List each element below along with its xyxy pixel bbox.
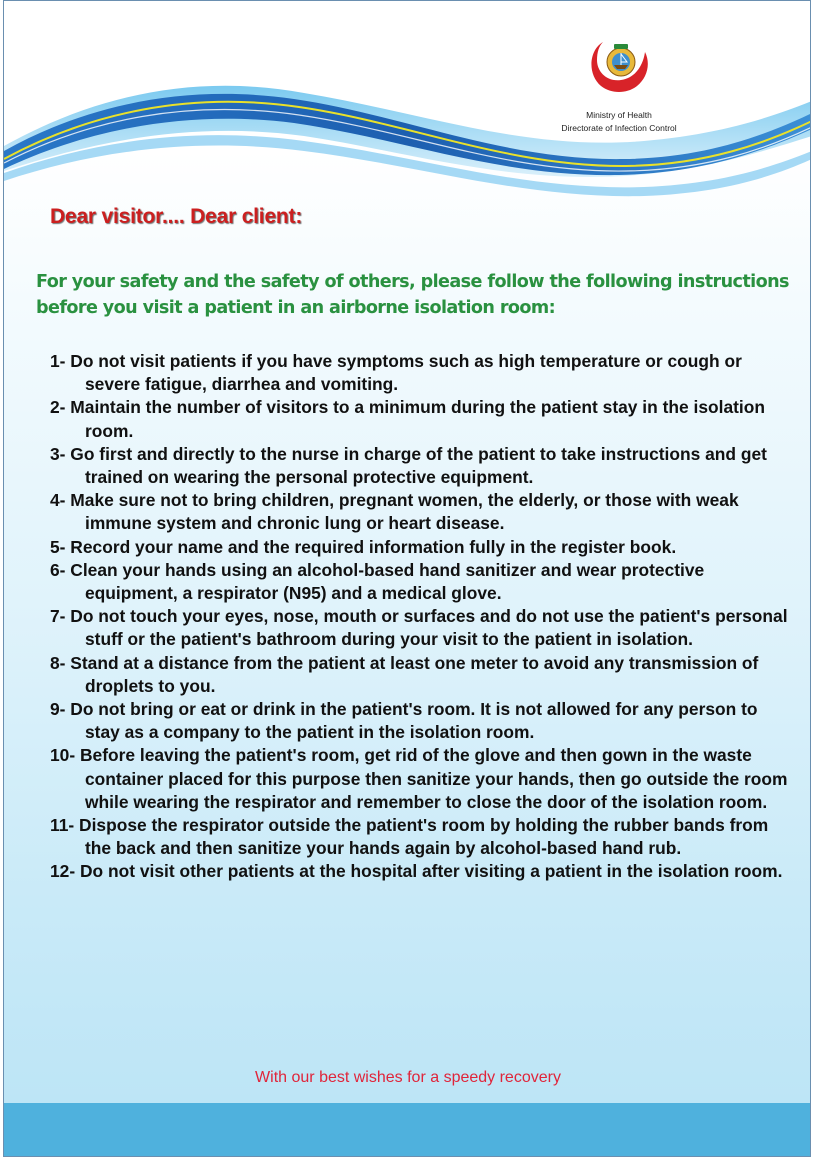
emblem-icon bbox=[581, 36, 657, 96]
organization-name: Ministry of Health bbox=[586, 110, 652, 120]
instruction-item: 5- Record your name and the required information fully in the register book. bbox=[50, 536, 677, 557]
instruction-item: 2- Maintain the number of visitors to a minimum during the patient stay in the isolation room. bbox=[50, 397, 766, 441]
instruction-item: 4- Make sure not to bring children, pregnant women, the elderly, or those with weak immune system and chronic lung or heart disease. bbox=[50, 490, 739, 534]
instruction-item: 7- Do not touch your eyes, nose, mouth or surfaces and do not use the patient's personal stuff or the patient's bathroom during your visit to the patient in isolation. bbox=[50, 606, 788, 650]
instruction-item: 6- Clean your hands using an alcohol-based hand sanitizer and wear protective equipment, a respirator (N95) and a medical glove. bbox=[50, 559, 705, 604]
header-wave bbox=[4, 1, 811, 201]
instruction-item: 11- Dispose the respirator outside the patient's room by holding the rubber bands from the back and then sanitize your hands again by alcohol-based hand rub. bbox=[50, 815, 769, 859]
department-name: Directorate of Infection Control bbox=[561, 123, 677, 133]
instructions-list bbox=[50, 350, 795, 884]
instruction-item: 8- Stand at a distance from the patient at least one meter to avoid any transmission of droplets to you. bbox=[50, 652, 759, 696]
instruction-item: 12- Do not visit other patients at the hospital after visiting a patient in the isolation room. bbox=[50, 861, 783, 882]
instruction-item: 3- Go first and directly to the nurse in charge of the patient to take instructions and get trained on wearing the personal protective equipment. bbox=[50, 443, 767, 488]
intro-text: For your safety and the safety of others, please follow the following instructions before you visit a patient in an airborne isolation room: bbox=[36, 272, 789, 318]
bottom-band bbox=[4, 1103, 811, 1157]
greeting-heading: Dear visitor.... Dear client: bbox=[50, 205, 303, 228]
poster bbox=[3, 0, 811, 1157]
instruction-item: 9- Do not bring or eat or drink in the patient's room. It is not allowed for any person to stay as a company to the patient in the isolation room. bbox=[50, 699, 758, 743]
closing-message: With our best wishes for a speedy recovery bbox=[255, 1069, 561, 1086]
instruction-item: 1- Do not visit patients if you have symptoms such as high temperature or cough or severe fatigue, diarrhea and vomiting. bbox=[50, 351, 742, 395]
ministry-caption bbox=[524, 109, 714, 135]
instruction-item: 10- Before leaving the patient's room, get rid of the glove and then gown in the waste container placed for this purpose then sanitize your hands, then go outside the room while wearing the respirator and remember to close the door of the isolation room. bbox=[50, 745, 788, 812]
